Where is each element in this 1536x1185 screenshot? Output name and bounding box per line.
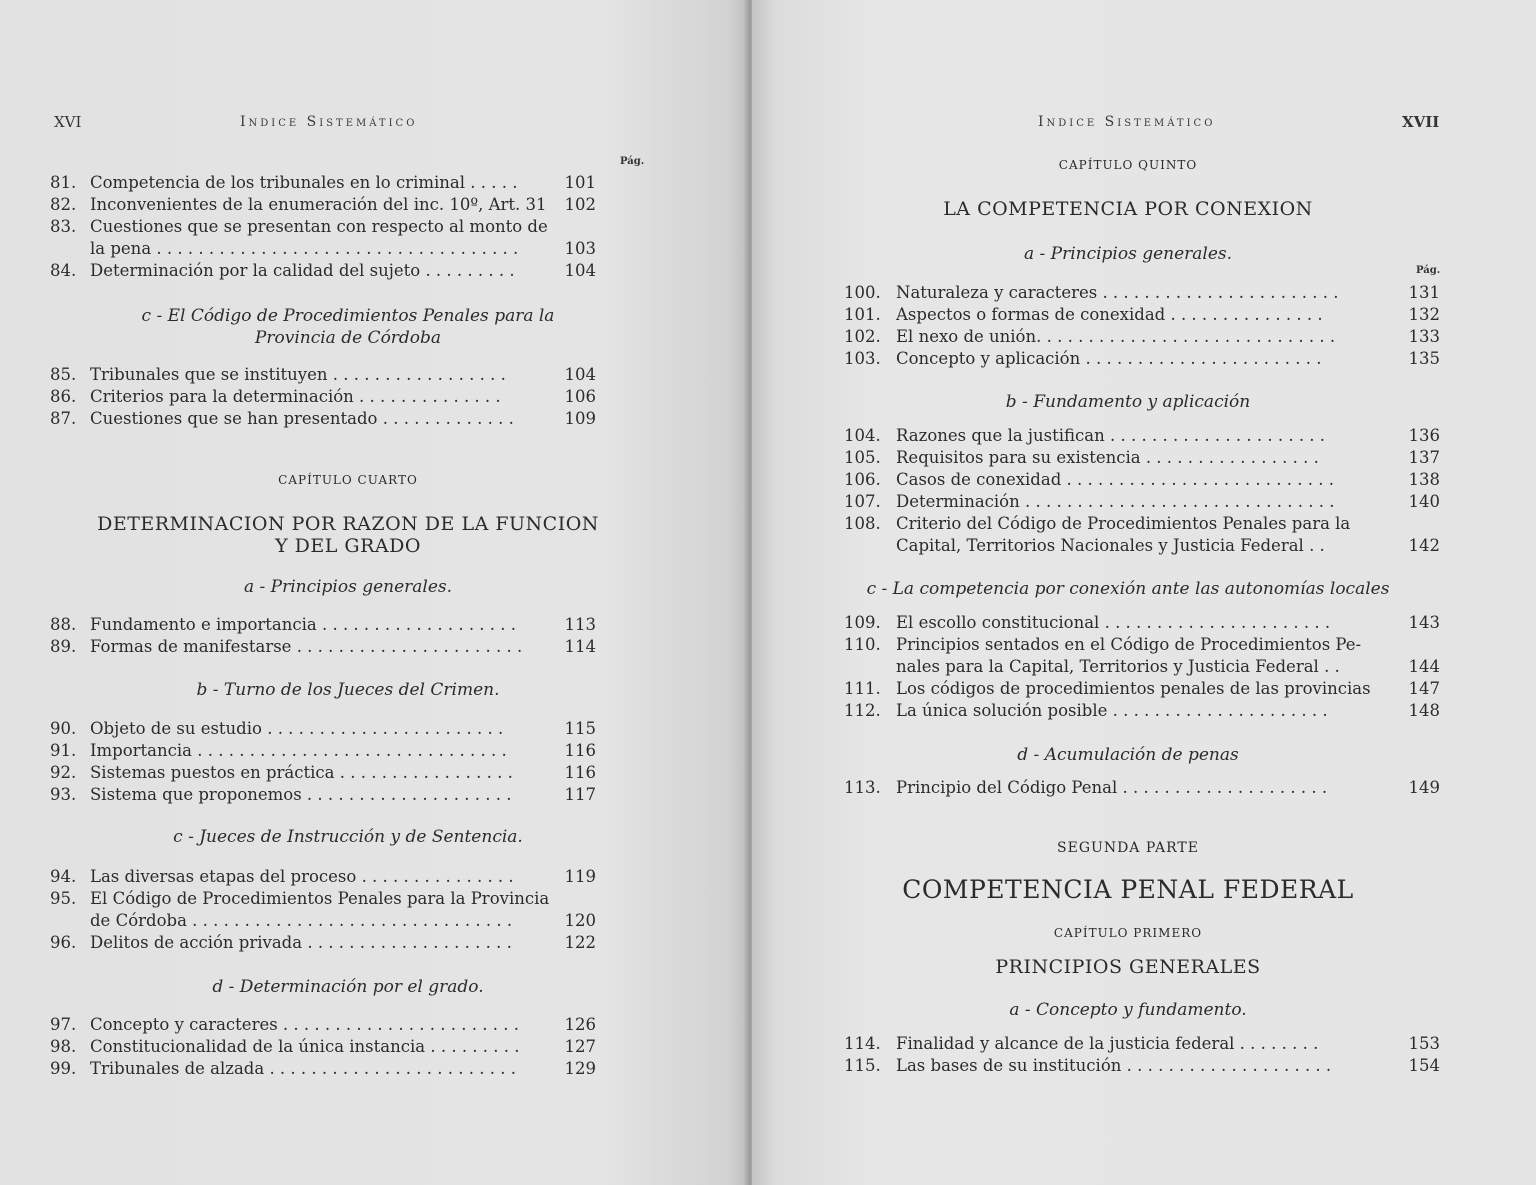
entry-page: 149	[1408, 778, 1440, 797]
entry-title: Finalidad y alcance de la justicia federal . . . . . . . .	[896, 1034, 1319, 1053]
entry-number: 97.	[50, 1015, 77, 1034]
entry-page: 137	[1408, 448, 1440, 467]
toc-entry	[844, 634, 1440, 656]
entry-page: 122	[564, 933, 596, 952]
entry-number: 92.	[50, 763, 77, 782]
entry-page: 127	[564, 1037, 596, 1056]
entry-title: Capital, Territorios Nacionales y Justicia Federal . .	[896, 536, 1325, 555]
section-heading: a - Principios generales.	[243, 577, 453, 597]
entry-title: Competencia de los tribunales en lo criminal . . . . .	[90, 173, 518, 192]
entry-title: Principio del Código Penal . . . . . . . . . . . . . . . . . . . .	[896, 778, 1328, 797]
entry-page: 129	[564, 1059, 596, 1078]
entry-title: Tribunales de alzada . . . . . . . . . . . . . . . . . . . . . . . .	[90, 1059, 516, 1078]
toc-entry	[50, 614, 596, 636]
entry-number: 113.	[844, 778, 881, 797]
chapter-label: CAPÍTULO QUINTO	[1058, 158, 1198, 172]
entry-title: Objeto de su estudio . . . . . . . . . . . . . . . . . . . . . . .	[90, 719, 504, 738]
section-heading: d - Determinación por el grado.	[212, 977, 484, 997]
toc-entry	[50, 718, 596, 740]
entry-title: Requisitos para su existencia . . . . . . . . . . . . . . . . .	[896, 448, 1319, 467]
entry-title: Fundamento e importancia . . . . . . . . . . . . . . . . . . .	[90, 615, 517, 634]
entry-number: 89.	[50, 637, 77, 656]
entry-title: La única solución posible . . . . . . . . . . . . . . . . . . . . .	[896, 701, 1328, 720]
toc-entry	[844, 700, 1440, 722]
entry-number: 82.	[50, 195, 77, 214]
running-head: Indice Sistemático	[240, 114, 418, 130]
entry-number: 108.	[844, 514, 881, 533]
entry-number: 115.	[844, 1056, 881, 1075]
entry-page: 101	[564, 173, 596, 192]
page-number: XVII	[1402, 113, 1440, 131]
entry-page: 116	[564, 763, 596, 782]
entry-page: 131	[1408, 283, 1440, 302]
entry-number: 91.	[50, 741, 77, 760]
chapter-title: PRINCIPIOS GENERALES	[995, 956, 1261, 978]
toc-entry	[844, 513, 1440, 535]
entry-page: 136	[1408, 426, 1440, 445]
toc-entry	[844, 348, 1440, 370]
toc-entry	[50, 866, 596, 888]
entry-title: Criterios para la determinación . . . . . . . . . . . . . .	[90, 387, 501, 406]
entry-title: Las bases de su institución . . . . . . . . . . . . . . . . . . . .	[896, 1056, 1332, 1075]
entry-title: Casos de conexidad . . . . . . . . . . . . . . . . . . . . . . . . . .	[896, 470, 1334, 489]
chapter-title: DETERMINACION POR RAZON DE LA FUNCION	[97, 513, 599, 535]
entry-number: 96.	[50, 933, 77, 952]
left-page	[0, 0, 752, 1185]
entry-number: 83.	[50, 217, 77, 236]
toc-entry	[50, 194, 596, 216]
toc-entry	[844, 447, 1440, 469]
entry-number: 101.	[844, 305, 881, 324]
entry-page: 104	[564, 365, 596, 384]
entry-title: El Código de Procedimientos Penales para la Provincia	[90, 889, 550, 908]
entry-title: Constitucionalidad de la única instancia . . . . . . . . .	[90, 1037, 520, 1056]
entry-title: Importancia . . . . . . . . . . . . . . . . . . . . . . . . . . . . . .	[90, 741, 507, 760]
running-head: Indice Sistemático	[1038, 114, 1216, 130]
pag-label: Pág.	[620, 156, 645, 167]
toc-entry	[844, 425, 1440, 447]
entry-number: 106.	[844, 470, 881, 489]
section-heading: a - Principios generales.	[1023, 244, 1233, 264]
entry-title: El escollo constitucional . . . . . . . . . . . . . . . . . . . . . .	[896, 613, 1331, 632]
toc-entry	[844, 656, 1440, 678]
toc-entry	[844, 469, 1440, 491]
entry-number: 85.	[50, 365, 77, 384]
entry-title: El nexo de unión. . . . . . . . . . . . . . . . . . . . . . . . . . . . .	[896, 327, 1336, 346]
entry-number: 90.	[50, 719, 77, 738]
entry-title: Determinación por la calidad del sujeto . . . . . . . . .	[90, 261, 515, 280]
entry-title: Criterio del Código de Procedimientos Penales para la	[896, 514, 1351, 533]
entry-number: 112.	[844, 701, 881, 720]
toc-entry	[50, 260, 596, 282]
toc-entry	[50, 364, 596, 386]
entry-page: 144	[1408, 657, 1440, 676]
toc-entry	[844, 1055, 1440, 1077]
entry-page: 103	[564, 239, 596, 258]
entry-page: 147	[1408, 679, 1440, 698]
page-number: XVI	[54, 113, 82, 131]
toc-entry	[50, 238, 596, 260]
entry-page: 113	[564, 615, 596, 634]
toc-entry	[50, 762, 596, 784]
entry-number: 114.	[844, 1034, 881, 1053]
entry-page: 140	[1408, 492, 1440, 511]
entry-page: 109	[564, 409, 596, 428]
entry-number: 105.	[844, 448, 881, 467]
entry-number: 107.	[844, 492, 881, 511]
entry-page: 148	[1408, 701, 1440, 720]
entry-title: nales para la Capital, Territorios y Justicia Federal . .	[896, 657, 1340, 676]
part-label: SEGUNDA PARTE	[1057, 840, 1199, 856]
toc-entry	[50, 740, 596, 762]
toc-entry	[50, 1036, 596, 1058]
entry-number: 94.	[50, 867, 77, 886]
entry-number: 102.	[844, 327, 881, 346]
toc-entry	[50, 784, 596, 806]
toc-entry	[50, 386, 596, 408]
toc-entry	[844, 282, 1440, 304]
section-heading: Provincia de Córdoba	[254, 328, 442, 348]
entry-page: 132	[1408, 305, 1440, 324]
toc-entry	[50, 932, 596, 954]
entry-page: 126	[564, 1015, 596, 1034]
toc-entry	[844, 491, 1440, 513]
entry-number: 98.	[50, 1037, 77, 1056]
entry-title: Delitos de acción privada . . . . . . . . . . . . . . . . . . . .	[90, 933, 512, 952]
toc-entry	[50, 910, 596, 932]
toc-entry	[50, 408, 596, 430]
chapter-title: LA COMPETENCIA POR CONEXION	[943, 198, 1313, 220]
entry-number: 84.	[50, 261, 77, 280]
entry-number: 104.	[844, 426, 881, 445]
entry-title: la pena . . . . . . . . . . . . . . . . . . . . . . . . . . . . . . . . . . .	[90, 239, 519, 258]
entry-title: Las diversas etapas del proceso . . . . . . . . . . . . . . .	[90, 867, 514, 886]
entry-page: 116	[564, 741, 596, 760]
entry-number: 88.	[50, 615, 77, 634]
entry-page: 133	[1408, 327, 1440, 346]
entry-number: 99.	[50, 1059, 77, 1078]
entry-page: 120	[564, 911, 596, 930]
toc-entry	[844, 612, 1440, 634]
entry-title: Principios sentados en el Código de Procedimientos Pe-	[896, 635, 1362, 654]
entry-number: 109.	[844, 613, 881, 632]
entry-title: Tribunales que se instituyen . . . . . . . . . . . . . . . . .	[90, 365, 506, 384]
entry-number: 100.	[844, 283, 881, 302]
section-heading: b - Turno de los Jueces del Crimen.	[196, 680, 500, 700]
entry-page: 102	[564, 195, 596, 214]
toc-entry	[844, 304, 1440, 326]
entry-number: 103.	[844, 349, 881, 368]
right-page	[752, 0, 1536, 1185]
entry-title: de Córdoba . . . . . . . . . . . . . . . . . . . . . . . . . . . . . . .	[90, 911, 513, 930]
entry-page: 106	[564, 387, 596, 406]
entry-page: 114	[564, 637, 596, 656]
section-heading: d - Acumulación de penas	[1017, 745, 1239, 765]
entry-page: 153	[1408, 1034, 1440, 1053]
entry-title: Sistemas puestos en práctica . . . . . . . . . . . . . . . . .	[90, 763, 513, 782]
part-title: COMPETENCIA PENAL FEDERAL	[902, 875, 1354, 904]
entry-number: 81.	[50, 173, 77, 192]
entry-title: Determinación . . . . . . . . . . . . . . . . . . . . . . . . . . . . . .	[896, 492, 1335, 511]
entry-number: 93.	[50, 785, 77, 804]
toc-entry	[50, 1014, 596, 1036]
toc-entry	[844, 777, 1440, 799]
section-heading: b - Fundamento y aplicación	[1005, 392, 1251, 412]
entry-page: 119	[564, 867, 596, 886]
toc-entry	[844, 1033, 1440, 1055]
entry-title: Concepto y aplicación . . . . . . . . . . . . . . . . . . . . . . .	[896, 349, 1322, 368]
toc-entry	[844, 326, 1440, 348]
entry-title: Sistema que proponemos . . . . . . . . . . . . . . . . . . . .	[90, 785, 512, 804]
chapter-label: CAPÍTULO CUARTO	[278, 473, 418, 487]
entry-number: 87.	[50, 409, 77, 428]
entry-title: Inconvenientes de la enumeración del inc. 10º, Art. 31	[90, 195, 547, 214]
entry-page: 135	[1408, 349, 1440, 368]
entry-number: 86.	[50, 387, 77, 406]
section-heading: c - La competencia por conexión ante las autonomías locales	[866, 579, 1390, 599]
entry-page: 104	[564, 261, 596, 280]
entry-title: Razones que la justifican . . . . . . . . . . . . . . . . . . . . .	[896, 426, 1326, 445]
entry-title: Naturaleza y caracteres . . . . . . . . . . . . . . . . . . . . . . .	[896, 283, 1339, 302]
entry-title: Formas de manifestarse . . . . . . . . . . . . . . . . . . . . . .	[90, 637, 523, 656]
entry-number: 110.	[844, 635, 881, 654]
toc-entry	[844, 678, 1440, 700]
toc-entry	[50, 1058, 596, 1080]
toc-entry	[844, 535, 1440, 557]
entry-page: 138	[1408, 470, 1440, 489]
toc-entry	[50, 888, 596, 910]
entry-title: Concepto y caracteres . . . . . . . . . . . . . . . . . . . . . . .	[90, 1015, 519, 1034]
toc-entry	[50, 216, 596, 238]
entry-page: 115	[564, 719, 596, 738]
entry-title: Aspectos o formas de conexidad . . . . . . . . . . . . . . .	[896, 305, 1323, 324]
section-heading: a - Concepto y fundamento.	[1009, 1000, 1247, 1020]
entry-number: 111.	[844, 679, 881, 698]
entry-page: 154	[1408, 1056, 1440, 1075]
entry-page: 143	[1408, 613, 1440, 632]
chapter-label: CAPÍTULO PRIMERO	[1053, 926, 1203, 940]
entry-page: 142	[1408, 536, 1440, 555]
section-heading: c - El Código de Procedimientos Penales para la	[141, 306, 555, 326]
toc-entry	[50, 636, 596, 658]
entry-title: Los códigos de procedimientos penales de las provincias	[896, 679, 1371, 698]
toc-entry	[50, 172, 596, 194]
entry-title: Cuestiones que se han presentado . . . . . . . . . . . . .	[90, 409, 514, 428]
entry-number: 95.	[50, 889, 77, 908]
section-heading: c - Jueces de Instrucción y de Sentencia.	[173, 827, 523, 847]
pag-label: Pág.	[1416, 265, 1441, 276]
entry-page: 117	[564, 785, 596, 804]
entry-title: Cuestiones que se presentan con respecto al monto de	[90, 217, 548, 236]
chapter-title: Y DEL GRADO	[275, 535, 421, 557]
